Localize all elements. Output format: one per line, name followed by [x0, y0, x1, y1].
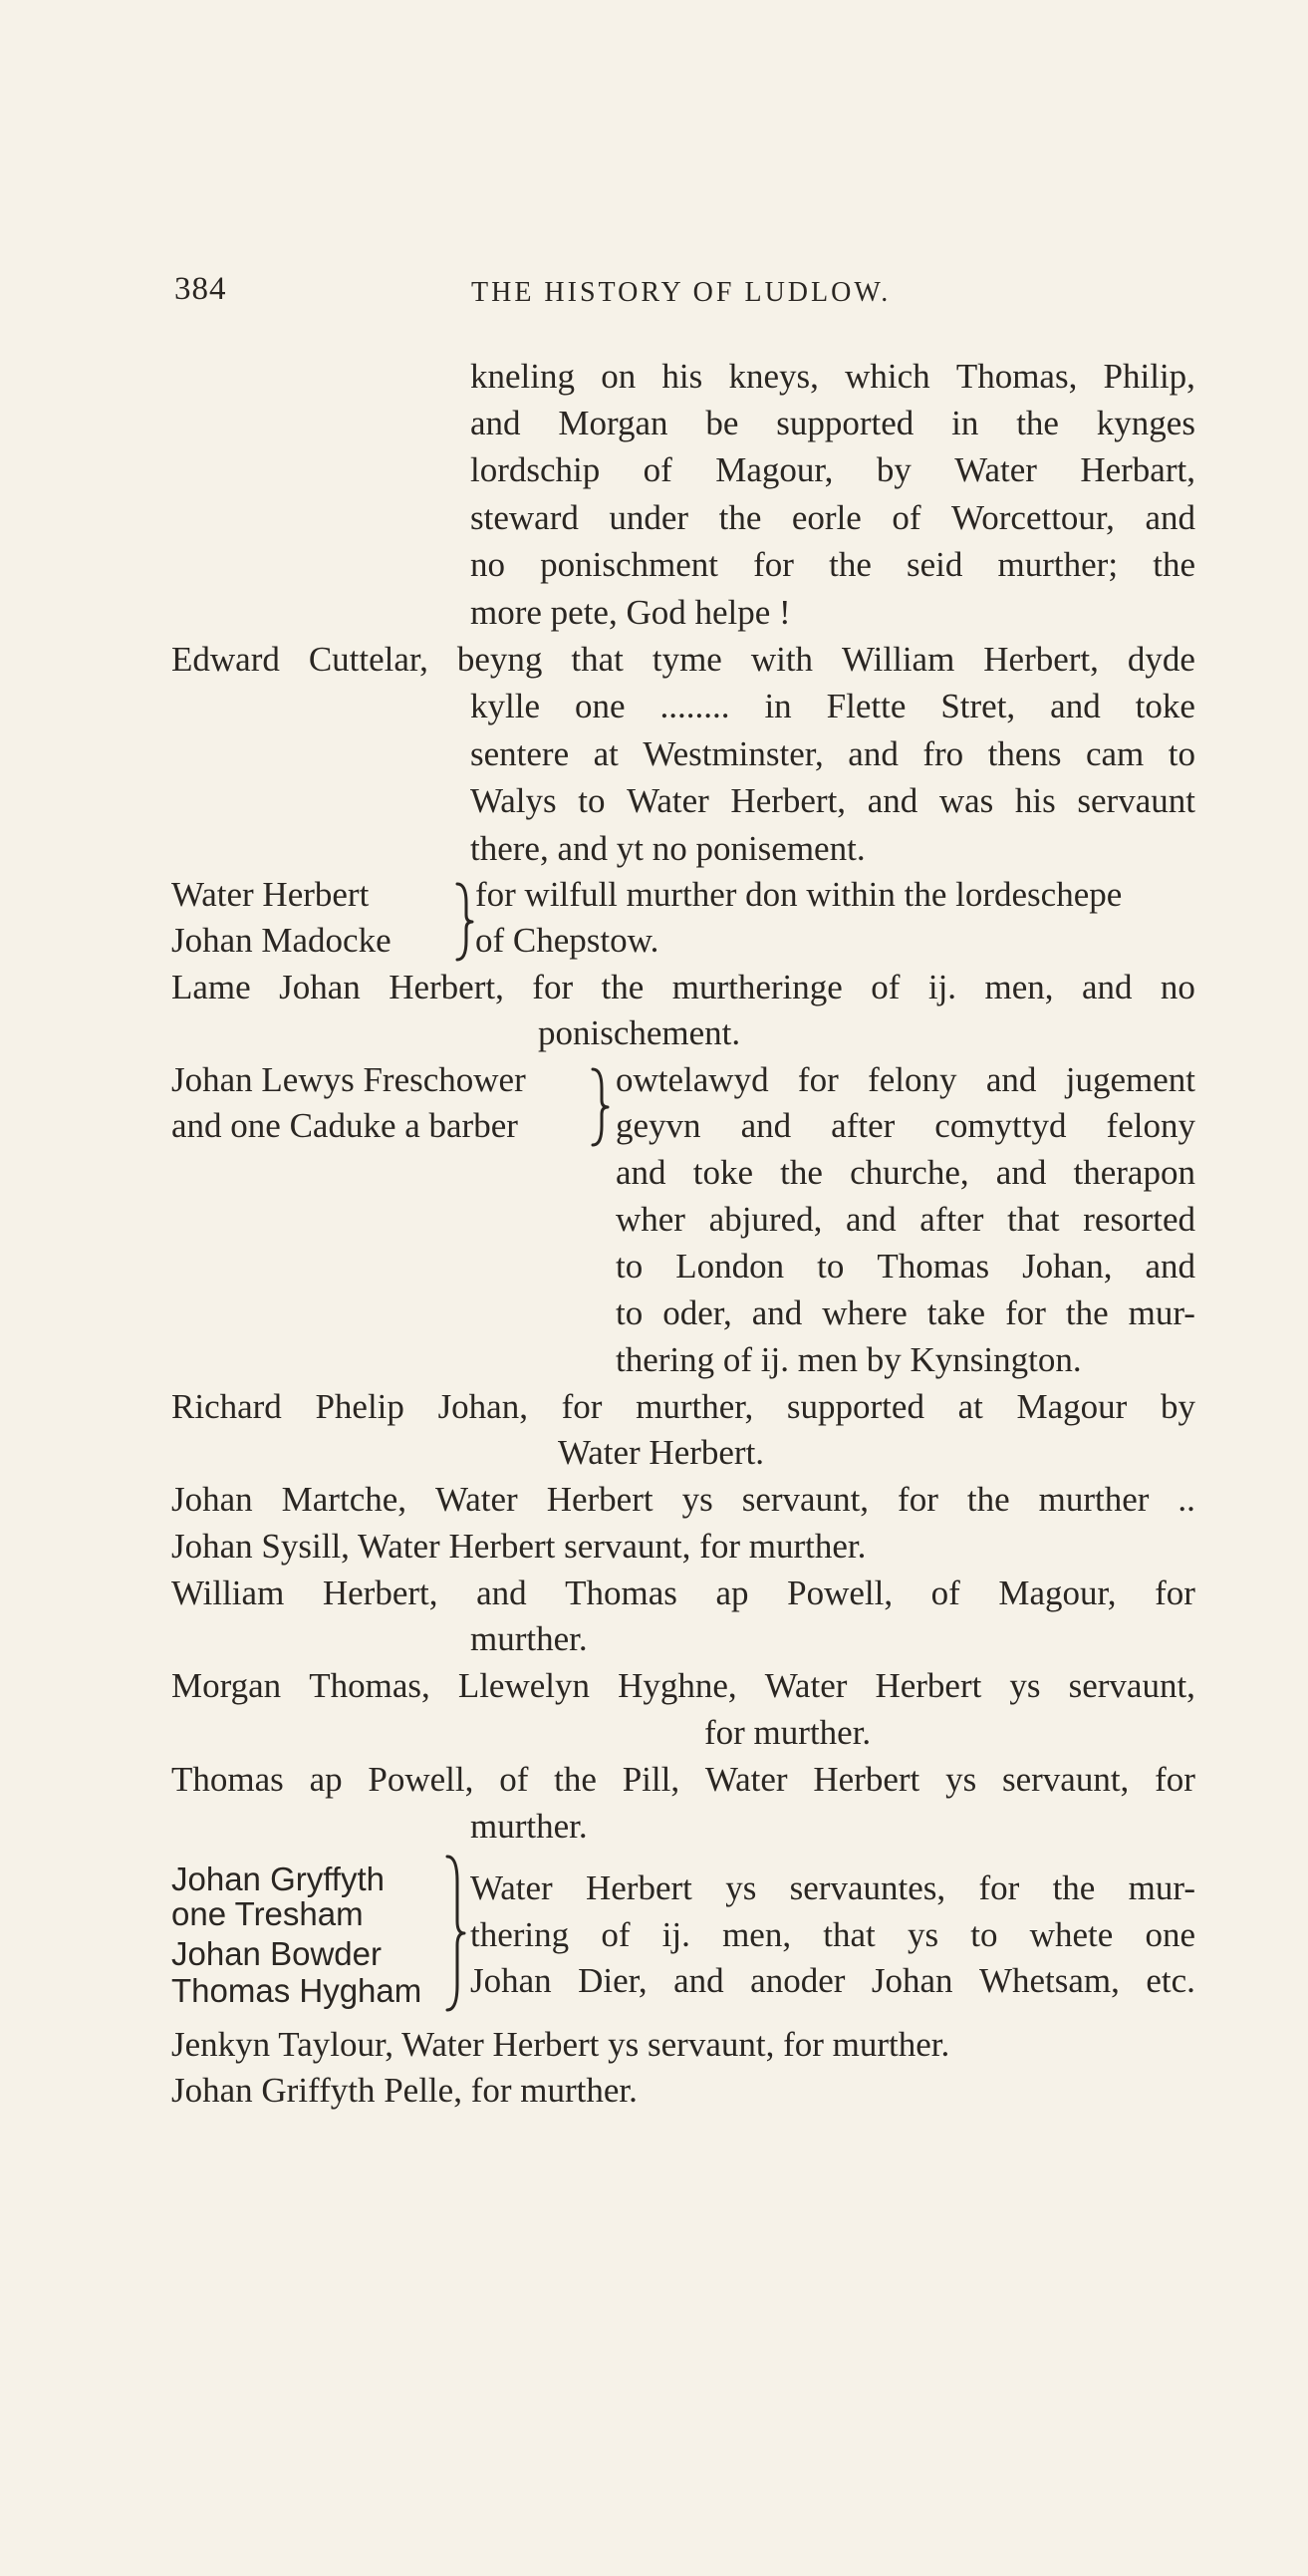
text-line: kneling on his kneys, which Thomas, Philip, [470, 357, 1195, 396]
text-line: Morgan Thomas, Llewelyn Hyghne, Water Herbert ys servaunt, [171, 1666, 1195, 1705]
brace-right [444, 1854, 466, 2013]
brace-right [590, 1066, 610, 1148]
text-line: Water Herbert. [558, 1433, 765, 1472]
name-line: Water Herbert [171, 875, 370, 914]
name-line: Johan Madocke [171, 921, 392, 960]
text-line: and toke the churche, and therapon [616, 1153, 1195, 1192]
name-line: Johan Gryffyth [171, 1860, 386, 1897]
text-line: Richard Phelip Johan, for murther, supported at Magour by [171, 1387, 1195, 1426]
text-line: steward under the eorle of Worcettour, and [470, 498, 1195, 537]
text-line: and Morgan be supported in the kynges [470, 404, 1195, 442]
page-header [174, 271, 1195, 315]
text-line: thering of ij. men, that ys to whete one [470, 1915, 1195, 1954]
page-number: 384 [174, 271, 227, 307]
text-line: for wilfull murther don within the lordeschepe [475, 875, 1123, 914]
text-line: owtelawyd for felony and jugement [616, 1060, 1195, 1099]
name-line: Johan Bowder [171, 1935, 382, 1972]
name-line: Johan Lewys Freschower [171, 1060, 526, 1099]
name-line: and one Caduke a barber [171, 1106, 518, 1145]
brace-right [454, 881, 474, 963]
running-title: THE HISTORY OF LUDLOW. [471, 277, 892, 308]
text-line: lordschip of Magour, by Water Herbart, [470, 450, 1195, 489]
text-line: Johan Martche, Water Herbert ys servaunt, for the murther .. [171, 1480, 1195, 1519]
text-line: Johan Sysill, Water Herbert servaunt, for murther. [171, 1527, 867, 1566]
text-line: murther. [470, 1807, 588, 1846]
text-line: Johan Dier, and anoder Johan Whetsam, etc. [470, 1961, 1195, 2000]
text-line: thering of ij. men by Kynsington. [616, 1340, 1082, 1379]
text-line: William Herbert, and Thomas ap Powell, of Magour, for [171, 1574, 1195, 1612]
text-line: there, and yt no ponisement. [470, 829, 866, 868]
text-line: sentere at Westminster, and fro thens cam to [470, 734, 1195, 773]
text-line: to London to Thomas Johan, and [616, 1247, 1195, 1286]
name-line: Thomas Hygham [171, 1972, 422, 2009]
text-line: Walys to Water Herbert, and was his servaunt [470, 781, 1195, 820]
text-line: Lame Johan Herbert, for the murtheringe of ij. men, and no [171, 968, 1195, 1006]
text-line: Thomas ap Powell, of the Pill, Water Herbert ys servaunt, for [171, 1760, 1195, 1799]
text-line: of Chepstow. [475, 921, 659, 960]
text-line: Jenkyn Taylour, Water Herbert ys servaunt, for murther. [171, 2025, 950, 2064]
text-line: Johan Griffyth Pelle, for murther. [171, 2071, 638, 2110]
text-line: ponischement. [538, 1013, 741, 1052]
text-line: more pete, God helpe ! [470, 593, 791, 632]
text-line: to oder, and where take for the mur- [616, 1293, 1195, 1332]
text-line: wher abjured, and after that resorted [616, 1200, 1195, 1239]
text-line: Water Herbert ys servauntes, for the mur- [470, 1868, 1195, 1907]
text-line: murther. [470, 1619, 588, 1658]
text-line: no ponischment for the seid murther; the [470, 545, 1195, 584]
text-line: Edward Cuttelar, beyng that tyme with William Herbert, dyde [171, 640, 1195, 679]
text-line: geyvn and after comyttyd felony [616, 1106, 1195, 1145]
text-line: for murther. [704, 1713, 872, 1752]
name-line: one Tresham [171, 1895, 364, 1932]
text-line: kylle one ........ in Flette Stret, and toke [470, 687, 1195, 725]
